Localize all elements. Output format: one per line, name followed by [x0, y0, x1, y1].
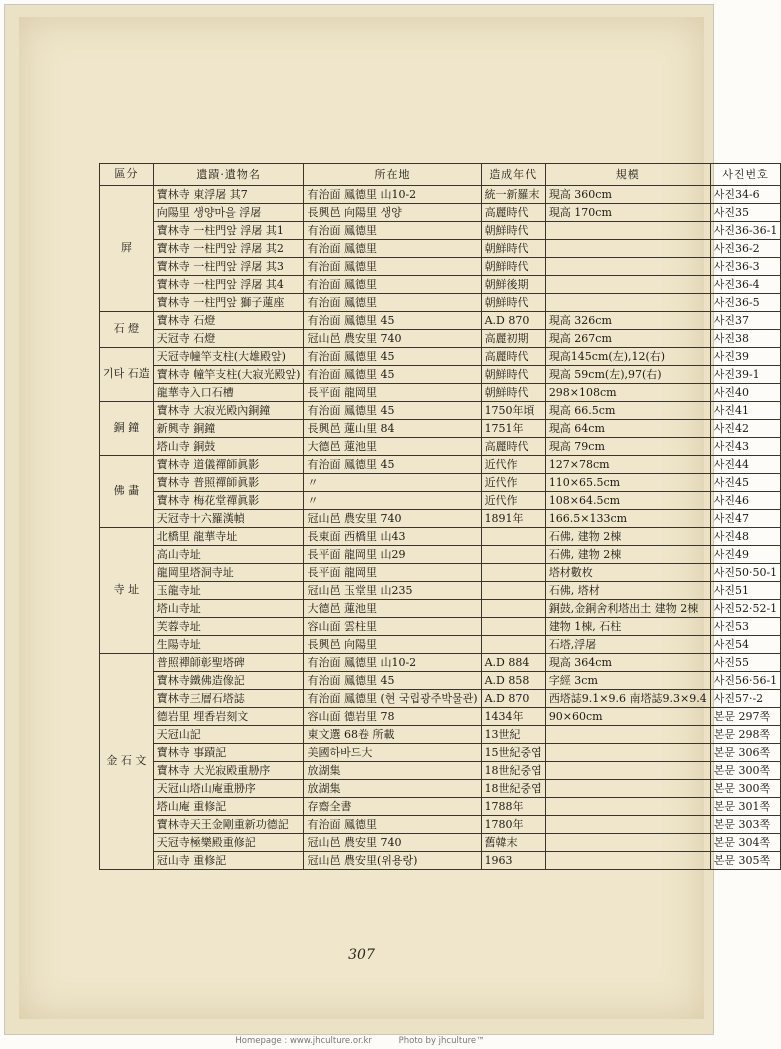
- cell-name: 天冠寺幢竿支柱(大雄殿앞): [153, 347, 304, 365]
- cell-photo: 사진51: [710, 581, 781, 599]
- cell-size: 90×60cm: [545, 707, 710, 725]
- cell-photo: 본문 300쪽: [710, 779, 781, 797]
- table-row: [100, 653, 781, 671]
- cell-photo: 사진57·-2: [710, 689, 781, 707]
- cell-location: 有治面 鳳德里: [304, 275, 481, 293]
- cell-name: 塔山寺址: [153, 599, 304, 617]
- cell-era: 朝鮮時代: [481, 293, 545, 311]
- table-row: [100, 743, 781, 761]
- cell-era: 13世紀: [481, 725, 545, 743]
- cell-size: 建物 1棟, 石柱: [545, 617, 710, 635]
- cell-size: 現高 326cm: [545, 311, 710, 329]
- cell-location: 冠山邑 農安里 740: [304, 509, 481, 527]
- cell-name: 德岩里 埋香岩刻文: [153, 707, 304, 725]
- cell-size: 石佛, 塔材: [545, 581, 710, 599]
- cell-size: 127×78cm: [545, 455, 710, 473]
- cell-size: 110×65.5cm: [545, 473, 710, 491]
- cell-location: 有治面 鳳德里 45: [304, 365, 481, 383]
- cell-era: [481, 617, 545, 635]
- cell-era: 近代作: [481, 491, 545, 509]
- cell-photo: 사진44: [710, 455, 781, 473]
- cell-era: A.D 870: [481, 311, 545, 329]
- cell-era: 1788年: [481, 797, 545, 815]
- cell-era: 1750年頃: [481, 401, 545, 419]
- cell-size: [545, 761, 710, 779]
- table-row: [100, 383, 781, 401]
- table-row: [100, 257, 781, 275]
- cell-size: 現高 79cm: [545, 437, 710, 455]
- header-photo: 사진번호: [710, 164, 781, 186]
- cell-location: 長興邑 蓮山里 84: [304, 419, 481, 437]
- cell-era: 高麗初期: [481, 329, 545, 347]
- cell-location: 有治面 鳳德里: [304, 293, 481, 311]
- cell-photo: 사진36-4: [710, 275, 781, 293]
- cell-era: 朝鮮時代: [481, 383, 545, 401]
- cell-era: 近代作: [481, 455, 545, 473]
- cell-location: 長興邑 向陽里: [304, 635, 481, 653]
- cell-location: 存齋全書: [304, 797, 481, 815]
- cell-era: 18世紀중엽: [481, 761, 545, 779]
- table-row: [100, 347, 781, 365]
- cell-name: 普照禪師彰聖塔碑: [153, 653, 304, 671]
- cell-photo: 사진50·50-1: [710, 563, 781, 581]
- cell-location: 有治面 鳳德里 山10-2: [304, 185, 481, 203]
- cell-name: 龍岡里塔洞寺址: [153, 563, 304, 581]
- cell-era: 朝鮮時代: [481, 365, 545, 383]
- cell-photo: 사진36-2: [710, 239, 781, 257]
- cell-photo: 사진42: [710, 419, 781, 437]
- cell-size: 108×64.5cm: [545, 491, 710, 509]
- cell-era: 18世紀중엽: [481, 779, 545, 797]
- cell-photo: 본문 298쪽: [710, 725, 781, 743]
- cell-era: [481, 581, 545, 599]
- table-row: [100, 725, 781, 743]
- cell-photo: 본문 300쪽: [710, 761, 781, 779]
- cell-size: [545, 293, 710, 311]
- cell-location: 〃: [304, 473, 481, 491]
- cell-size: 現高 64cm: [545, 419, 710, 437]
- table-row: [100, 617, 781, 635]
- cell-size: 字經 3cm: [545, 671, 710, 689]
- cell-photo: 사진41: [710, 401, 781, 419]
- cell-size: [545, 725, 710, 743]
- table-row: [100, 761, 781, 779]
- category-cell: 銅 鐘: [100, 401, 154, 455]
- cell-name: 天冠寺十六羅漢幀: [153, 509, 304, 527]
- cell-size: 現高 267cm: [545, 329, 710, 347]
- header-location: 所在地: [304, 164, 481, 186]
- book-page: [19, 17, 778, 1019]
- cell-name: 天冠寺極樂殿重修記: [153, 833, 304, 851]
- cell-photo: 사진53: [710, 617, 781, 635]
- cell-location: 放湖集: [304, 761, 481, 779]
- cell-photo: 사진45: [710, 473, 781, 491]
- category-cell: 屛: [100, 185, 154, 311]
- cell-location: 有治面 鳳德里 45: [304, 401, 481, 419]
- table-row: [100, 815, 781, 833]
- cell-photo: 사진34-6: [710, 185, 781, 203]
- cell-era: 朝鮮後期: [481, 275, 545, 293]
- cell-name: 天冠寺 石燈: [153, 329, 304, 347]
- cell-name: 向陽里 생양마을 浮屠: [153, 203, 304, 221]
- cell-location: 有治面 鳳德里: [304, 257, 481, 275]
- cell-era: 1963: [481, 851, 545, 869]
- table-row: [100, 797, 781, 815]
- cell-size: 現高 59cm(左),97(右): [545, 365, 710, 383]
- table-row: [100, 527, 781, 545]
- cell-location: 長東面 西橋里 山43: [304, 527, 481, 545]
- table-row: [100, 779, 781, 797]
- cell-location: 東文選 68卷 所載: [304, 725, 481, 743]
- table-row: [100, 509, 781, 527]
- cell-location: 有治面 鳳德里 45: [304, 311, 481, 329]
- cell-photo: 사진47: [710, 509, 781, 527]
- table-body: [100, 185, 781, 869]
- cell-name: 寶林寺 大光寂殿重刱序: [153, 761, 304, 779]
- cell-size: 現高 170cm: [545, 203, 710, 221]
- cell-era: [481, 527, 545, 545]
- cell-era: 朝鮮時代: [481, 221, 545, 239]
- cell-photo: 사진48: [710, 527, 781, 545]
- header-row: [100, 164, 781, 186]
- table-row: [100, 689, 781, 707]
- table-row: [100, 599, 781, 617]
- cell-location: 長平面 龍岡里: [304, 383, 481, 401]
- cell-name: 寶林寺 幢竿支柱(大寂光殿앞): [153, 365, 304, 383]
- cell-location: 冠山邑 農安里(위용랑): [304, 851, 481, 869]
- table-row: [100, 545, 781, 563]
- table-row: [100, 401, 781, 419]
- cell-name: 寶林寺 東浮屠 其7: [153, 185, 304, 203]
- cell-size: [545, 257, 710, 275]
- cell-size: [545, 833, 710, 851]
- cell-name: 寶林寺 一柱門앞 浮屠 其1: [153, 221, 304, 239]
- cell-era: [481, 599, 545, 617]
- cell-photo: 사진37: [710, 311, 781, 329]
- cell-era: A.D 858: [481, 671, 545, 689]
- cell-size: 塔材數枚: [545, 563, 710, 581]
- cell-size: 現高145cm(左),12(右): [545, 347, 710, 365]
- table-row: [100, 455, 781, 473]
- cell-location: 容山面 德岩里 78: [304, 707, 481, 725]
- cell-name: 玉龍寺址: [153, 581, 304, 599]
- cell-name: 天冠山記: [153, 725, 304, 743]
- table-row: [100, 563, 781, 581]
- cell-size: 銅鼓,金銅舍利塔出土 建物 2棟: [545, 599, 710, 617]
- header-era: 造成年代: [481, 164, 545, 186]
- cell-era: [481, 563, 545, 581]
- cell-photo: 본문 297쪽: [710, 707, 781, 725]
- cell-name: 寶林寺三層石塔誌: [153, 689, 304, 707]
- cell-location: 有治面 鳳德里 山10-2: [304, 653, 481, 671]
- table-row: [100, 293, 781, 311]
- cell-location: 大德邑 蓮池里: [304, 437, 481, 455]
- cell-size: 石塔,浮屠: [545, 635, 710, 653]
- cell-location: 冠山邑 玉堂里 山235: [304, 581, 481, 599]
- cell-location: 美國하바드大: [304, 743, 481, 761]
- table-row: [100, 491, 781, 509]
- cell-name: 天冠山塔山庵重刱序: [153, 779, 304, 797]
- category-cell: 金 石 文: [100, 653, 154, 869]
- table-row: [100, 203, 781, 221]
- cell-size: 166.5×133cm: [545, 509, 710, 527]
- cell-size: [545, 239, 710, 257]
- cell-photo: 사진46: [710, 491, 781, 509]
- cell-name: 龍華寺入口石槽: [153, 383, 304, 401]
- cell-location: 有治面 鳳德里: [304, 815, 481, 833]
- table-row: [100, 671, 781, 689]
- cell-photo: 사진36-5: [710, 293, 781, 311]
- table-row: [100, 185, 781, 203]
- cell-photo: 사진36-36-1: [710, 221, 781, 239]
- cell-era: A.D 884: [481, 653, 545, 671]
- cell-location: 長平面 龍岡里 山29: [304, 545, 481, 563]
- cell-era: 近代作: [481, 473, 545, 491]
- table-row: [100, 581, 781, 599]
- cell-name: 塔山庵 重修記: [153, 797, 304, 815]
- cell-size: 石佛, 建物 2棟: [545, 527, 710, 545]
- cell-name: 冠山寺 重修記: [153, 851, 304, 869]
- cell-photo: 사진54: [710, 635, 781, 653]
- table-row: [100, 221, 781, 239]
- cell-location: 有治面 鳳德里: [304, 239, 481, 257]
- cell-era: 朝鮮時代: [481, 239, 545, 257]
- cell-name: 寶林寺鐵佛造像記: [153, 671, 304, 689]
- header-size: 規模: [545, 164, 710, 186]
- cell-name: 塔山寺 銅鼓: [153, 437, 304, 455]
- table-row: [100, 473, 781, 491]
- cell-name: 寶林寺 一柱門앞 浮屠 其4: [153, 275, 304, 293]
- table-row: [100, 635, 781, 653]
- cell-name: 寶林寺 道儀禪師眞影: [153, 455, 304, 473]
- cell-location: 有治面 鳳德里 45: [304, 671, 481, 689]
- table-row: [100, 329, 781, 347]
- category-cell: 기타 石造: [100, 347, 154, 401]
- cell-location: 長興邑 向陽里 생양: [304, 203, 481, 221]
- cell-photo: 사진35: [710, 203, 781, 221]
- cell-era: 朝鮮時代: [481, 257, 545, 275]
- footer-homepage: Homepage : www.jhculture.or.kr: [235, 1036, 372, 1046]
- table-row: [100, 311, 781, 329]
- cell-location: 有治面 鳳德里 45: [304, 347, 481, 365]
- cell-photo: 사진55: [710, 653, 781, 671]
- cell-name: 寶林寺 一柱門앞 浮屠 其2: [153, 239, 304, 257]
- footer-credit: Photo by jhculture™: [398, 1036, 485, 1046]
- cell-photo: 사진38: [710, 329, 781, 347]
- table-row: [100, 419, 781, 437]
- cell-era: 15世紀중엽: [481, 743, 545, 761]
- cell-era: 舊韓末: [481, 833, 545, 851]
- heritage-table: [99, 163, 781, 870]
- cell-name: 芙蓉寺址: [153, 617, 304, 635]
- cell-size: [545, 851, 710, 869]
- cell-era: 1434年: [481, 707, 545, 725]
- cell-photo: 본문 305쪽: [710, 851, 781, 869]
- cell-size: [545, 815, 710, 833]
- table-row: [100, 437, 781, 455]
- cell-name: 高山寺址: [153, 545, 304, 563]
- cell-photo: 사진36-3: [710, 257, 781, 275]
- cell-photo: 본문 306쪽: [710, 743, 781, 761]
- category-cell: 寺 址: [100, 527, 154, 653]
- cell-era: 高麗時代: [481, 203, 545, 221]
- category-cell: 石 燈: [100, 311, 154, 347]
- table-row: [100, 365, 781, 383]
- cell-photo: 사진49: [710, 545, 781, 563]
- cell-location: 容山面 雲柱里: [304, 617, 481, 635]
- cell-location: 有治面 鳳德里 45: [304, 455, 481, 473]
- cell-era: [481, 545, 545, 563]
- photo-frame: [4, 4, 778, 1035]
- cell-name: 寶林寺天王金剛重新功德記: [153, 815, 304, 833]
- cell-size: 現高 360cm: [545, 185, 710, 203]
- cell-location: 有治面 鳳德里: [304, 221, 481, 239]
- photo-footer: [0, 1036, 720, 1046]
- cell-era: 統一新羅末: [481, 185, 545, 203]
- cell-photo: 사진56·56-1: [710, 671, 781, 689]
- cell-size: 西塔誌9.1×9.6 南塔誌9.3×9.4: [545, 689, 710, 707]
- cell-photo: 사진43: [710, 437, 781, 455]
- cell-location: 冠山邑 農安里 740: [304, 329, 481, 347]
- cell-name: 寶林寺 梅花堂禪眞影: [153, 491, 304, 509]
- cell-photo: 사진39: [710, 347, 781, 365]
- table-row: [100, 707, 781, 725]
- header-name: 遺蹟·遺物名: [153, 164, 304, 186]
- header-category: 區分: [100, 164, 154, 186]
- cell-photo: 사진52·52-1: [710, 599, 781, 617]
- cell-era: 高麗時代: [481, 437, 545, 455]
- cell-era: 1780年: [481, 815, 545, 833]
- cell-location: 大德邑 蓮池里: [304, 599, 481, 617]
- cell-size: 現高 364cm: [545, 653, 710, 671]
- cell-size: 298×108cm: [545, 383, 710, 401]
- cell-name: 寶林寺 石燈: [153, 311, 304, 329]
- cell-location: 長平面 龍岡里: [304, 563, 481, 581]
- table-row: [100, 275, 781, 293]
- cell-size: [545, 779, 710, 797]
- cell-era: 1751年: [481, 419, 545, 437]
- cell-name: 寶林寺 一柱門앞 浮屠 其3: [153, 257, 304, 275]
- cell-photo: 사진39-1: [710, 365, 781, 383]
- cell-era: 1891年: [481, 509, 545, 527]
- table-row: [100, 239, 781, 257]
- cell-location: 〃: [304, 491, 481, 509]
- cell-name: 生陽寺址: [153, 635, 304, 653]
- cell-name: 北橋里 龍華寺址: [153, 527, 304, 545]
- cell-photo: 본문 303쪽: [710, 815, 781, 833]
- cell-location: 放湖集: [304, 779, 481, 797]
- cell-location: 有治面 鳳德里 (현 국립광주박물관): [304, 689, 481, 707]
- cell-name: 寶林寺 普照禪師眞影: [153, 473, 304, 491]
- cell-photo: 본문 304쪽: [710, 833, 781, 851]
- cell-size: [545, 743, 710, 761]
- category-cell: 佛 畵: [100, 455, 154, 527]
- cell-photo: 본문 301쪽: [710, 797, 781, 815]
- cell-name: 新興寺 銅鐘: [153, 419, 304, 437]
- cell-size: [545, 797, 710, 815]
- cell-size: 石佛, 建物 2棟: [545, 545, 710, 563]
- cell-size: 現高 66.5cm: [545, 401, 710, 419]
- cell-size: [545, 275, 710, 293]
- cell-era: 高麗時代: [481, 347, 545, 365]
- cell-location: 冠山邑 農安里 740: [304, 833, 481, 851]
- cell-era: A.D 870: [481, 689, 545, 707]
- cell-size: [545, 221, 710, 239]
- table-row: [100, 833, 781, 851]
- cell-name: 寶林寺 大寂光殿內銅鐘: [153, 401, 304, 419]
- cell-era: [481, 635, 545, 653]
- cell-name: 寶林寺 一柱門앞 獅子蓮座: [153, 293, 304, 311]
- cell-photo: 사진40: [710, 383, 781, 401]
- table-row: [100, 851, 781, 869]
- cell-name: 寶林寺 事蹟記: [153, 743, 304, 761]
- page-number: 307: [348, 947, 375, 963]
